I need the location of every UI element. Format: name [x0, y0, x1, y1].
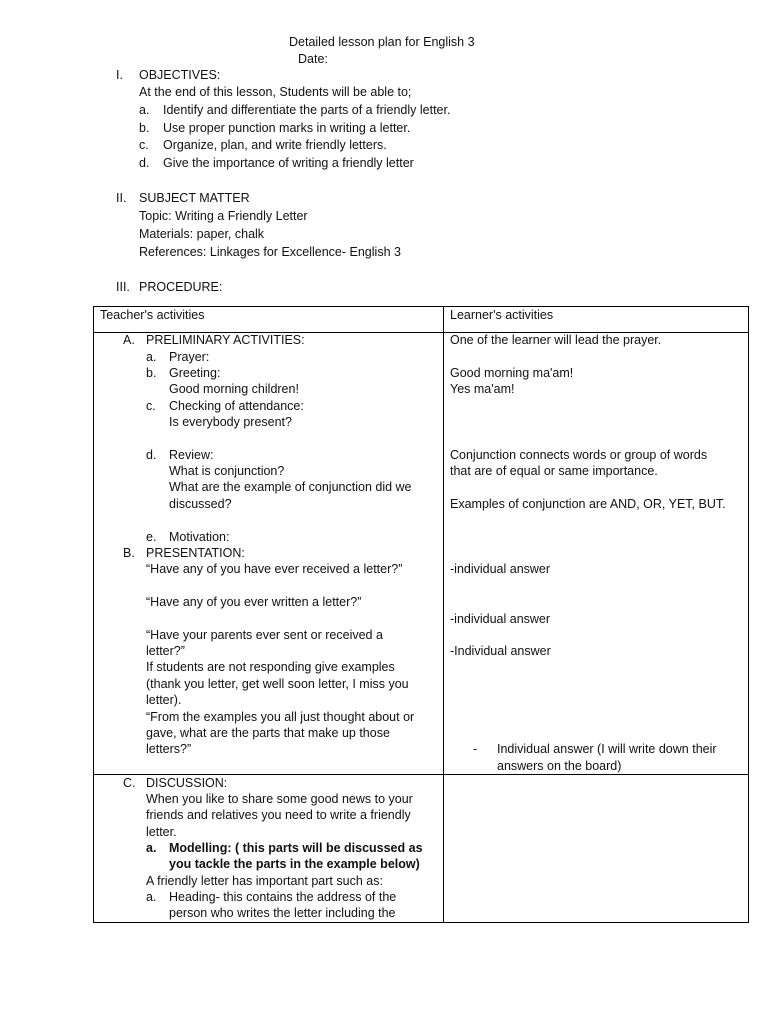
table-border-bottom: [93, 922, 749, 923]
topic-line: Topic: Writing a Friendly Letter: [139, 209, 308, 223]
teacher-line: When you like to share some good news to your: [146, 792, 413, 806]
materials-line: Materials: paper, chalk: [139, 227, 265, 241]
column-header-learner: Learner's activities: [450, 308, 554, 322]
teacher-line: If students are not responding give examples: [146, 660, 395, 674]
teacher-line: What are the example of conjunction did we: [169, 480, 412, 494]
procedure-numeral: III.: [116, 280, 130, 294]
teacher-line: person who writes the letter including the: [169, 906, 396, 920]
list-marker: -: [473, 742, 478, 756]
teacher-line: What is conjunction?: [169, 464, 285, 478]
table-column-divider: [443, 306, 444, 923]
date-label: Date:: [298, 52, 328, 66]
document-title: Detailed lesson plan for English 3: [289, 35, 475, 49]
teacher-line: Motivation:: [169, 530, 230, 544]
teacher-line: Prayer:: [169, 350, 210, 364]
teacher-line: “Have any of you ever written a letter?”: [146, 595, 362, 609]
list-marker: a.: [146, 890, 157, 904]
objective-item: Give the importance of writing a friendly letter: [163, 156, 414, 170]
teacher-line: letter?”: [146, 644, 185, 658]
teacher-line: friends and relatives you need to write a friendly: [146, 808, 411, 822]
objectives-heading: OBJECTIVES:: [139, 68, 221, 82]
teacher-line: letter).: [146, 693, 182, 707]
teacher-line: A friendly letter has important part such as:: [146, 874, 383, 888]
objective-marker: d.: [139, 156, 150, 170]
objectives-numeral: I.: [116, 68, 123, 82]
learner-line: Good morning ma'am!: [450, 366, 574, 380]
list-marker: e.: [146, 530, 157, 544]
list-marker: d.: [146, 448, 157, 462]
learner-line: -Individual answer: [450, 644, 551, 658]
list-marker: a.: [146, 841, 157, 855]
teacher-line: Checking of attendance:: [169, 399, 304, 413]
learner-line: -individual answer: [450, 562, 551, 576]
learner-line: Yes ma'am!: [450, 382, 515, 396]
list-marker: b.: [146, 366, 157, 380]
section-marker: C.: [123, 776, 136, 790]
teacher-line: discussed?: [169, 497, 232, 511]
references-line: References: Linkages for Excellence- English 3: [139, 245, 401, 259]
table-border-left: [93, 306, 94, 923]
teacher-line: “From the examples you all just thought about or: [146, 710, 415, 724]
column-header-teacher: Teacher's activities: [100, 308, 205, 322]
teacher-line: gave, what are the parts that make up those: [146, 726, 390, 740]
section-heading: PRELIMINARY ACTIVITIES:: [146, 333, 305, 347]
subject-matter-numeral: II.: [116, 191, 127, 205]
teacher-line: “Have your parents ever sent or received a: [146, 628, 383, 642]
teacher-line-bold: Modelling: ( this parts will be discussed as: [169, 841, 423, 855]
objective-item: Organize, plan, and write friendly letters.: [163, 138, 387, 152]
section-marker: B.: [123, 546, 135, 560]
teacher-line: (thank you letter, get well soon letter, I miss you: [146, 677, 409, 691]
learner-line: answers on the board): [497, 759, 622, 773]
teacher-line: letter.: [146, 825, 177, 839]
teacher-line: Review:: [169, 448, 214, 462]
objective-item: Identify and differentiate the parts of a friendly letter.: [163, 103, 451, 117]
teacher-line: Good morning children!: [169, 382, 299, 396]
list-marker: a.: [146, 350, 157, 364]
subject-matter-heading: SUBJECT MATTER: [139, 191, 250, 205]
teacher-line: Is everybody present?: [169, 415, 292, 429]
section-marker: A.: [123, 333, 135, 347]
objective-marker: b.: [139, 121, 150, 135]
procedure-heading: PROCEDURE:: [139, 280, 223, 294]
teacher-line: “Have any of you have ever received a letter?”: [146, 562, 403, 576]
learner-line: -individual answer: [450, 612, 551, 626]
section-heading: DISCUSSION:: [146, 776, 228, 790]
learner-line: Individual answer (I will write down their: [497, 742, 717, 756]
teacher-line: Heading- this contains the address of the: [169, 890, 397, 904]
list-marker: c.: [146, 399, 156, 413]
teacher-line-bold: you tackle the parts in the example below): [169, 857, 420, 871]
learner-line: Conjunction connects words or group of words: [450, 448, 708, 462]
objective-marker: a.: [139, 103, 150, 117]
objectives-intro: At the end of this lesson, Students will be able to;: [139, 85, 412, 99]
objective-item: Use proper punction marks in writing a letter.: [163, 121, 411, 135]
teacher-line: Greeting:: [169, 366, 221, 380]
learner-line: that are of equal or same importance.: [450, 464, 658, 478]
section-heading: PRESENTATION:: [146, 546, 245, 560]
objective-marker: c.: [139, 138, 149, 152]
teacher-line: letters?”: [146, 742, 192, 756]
learner-line: One of the learner will lead the prayer.: [450, 333, 662, 347]
learner-line: Examples of conjunction are AND, OR, YET, BUT.: [450, 497, 726, 511]
table-border-right: [748, 306, 749, 923]
